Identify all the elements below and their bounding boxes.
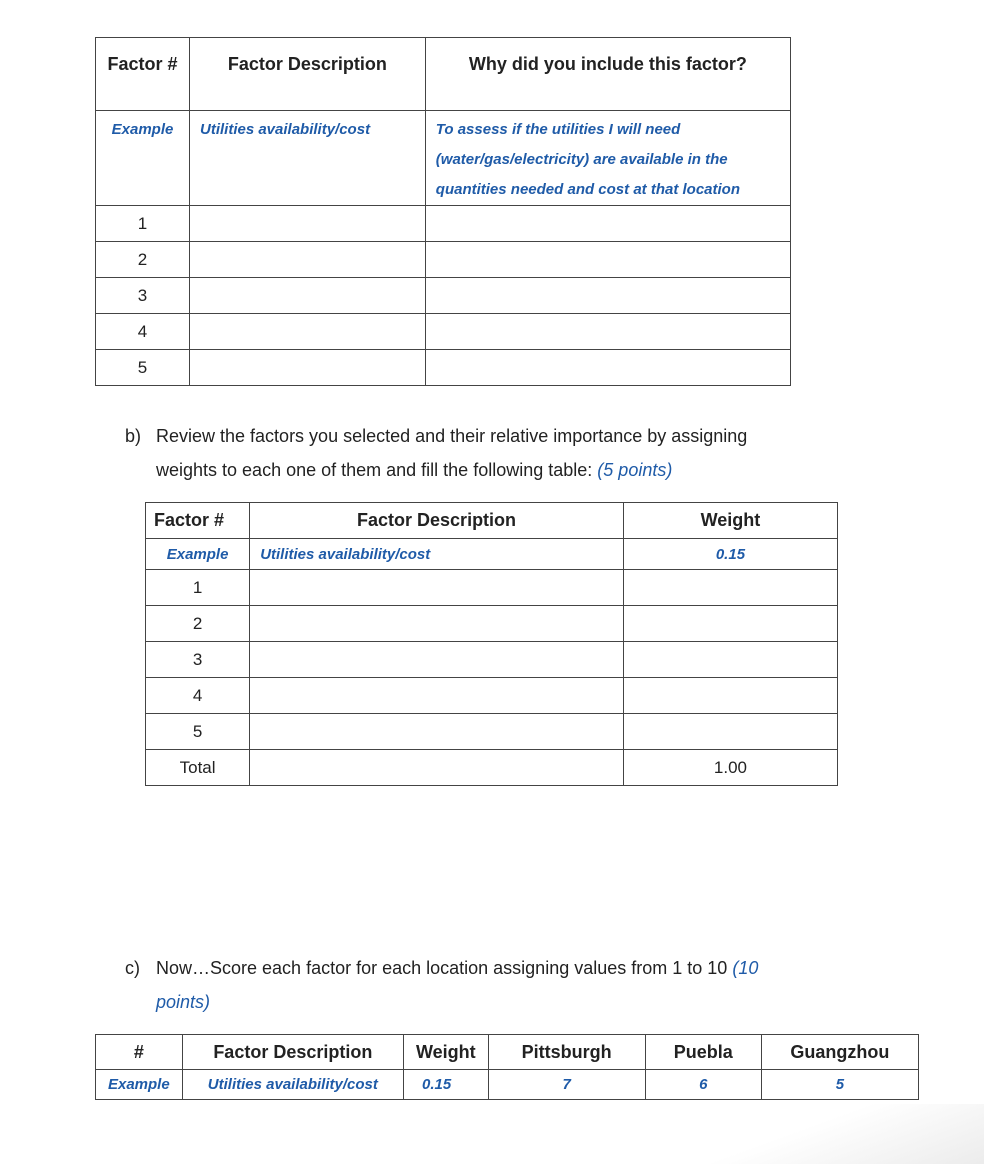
description-cell[interactable] [250, 714, 624, 750]
description-cell[interactable] [190, 206, 426, 242]
header-factor-number: Factor # [146, 503, 250, 539]
row-number: 3 [146, 642, 250, 678]
example-row [96, 111, 791, 206]
example-reason [425, 111, 790, 206]
section-c-points-cont: points) [156, 992, 211, 1012]
example-description: Utilities availability/cost [182, 1070, 403, 1100]
section-b-points: (5 points) [597, 460, 673, 480]
row-number: 3 [96, 278, 190, 314]
header-factor-description [190, 38, 426, 111]
table-row [146, 570, 838, 606]
weight-cell[interactable] [623, 642, 837, 678]
example-reason-line: To assess if the utilities I will need [435, 121, 681, 138]
example-description-text: Utilities availability/cost [200, 121, 371, 138]
section-c-line1: Now…Score each factor for each location assigning values from 1 to 10 [156, 958, 728, 978]
reason-cell[interactable] [425, 206, 790, 242]
table-row [96, 278, 791, 314]
description-cell [250, 750, 624, 786]
description-cell[interactable] [190, 278, 426, 314]
reason-cell[interactable] [425, 242, 790, 278]
row-number: 4 [96, 314, 190, 350]
page-corner-shadow [684, 1104, 984, 1164]
example-description [190, 111, 426, 206]
table-row [146, 678, 838, 714]
table-header-row [96, 38, 791, 111]
section-b-text [156, 419, 856, 487]
reason-cell[interactable] [425, 350, 790, 386]
example-pittsburgh-score: 7 [488, 1070, 645, 1100]
example-row [96, 1070, 919, 1100]
header-factor-number-text: Factor # [107, 54, 178, 74]
table-row [146, 606, 838, 642]
section-c-points: (10 [732, 958, 759, 978]
example-weight: 0.15 [623, 539, 837, 570]
section-b-line2: weights to each one of them and fill the following table: [156, 460, 593, 480]
row-number: 1 [96, 206, 190, 242]
header-factor-number [96, 38, 190, 111]
example-row [146, 539, 838, 570]
table-header-row [96, 1035, 919, 1070]
factor-selection-table [95, 37, 791, 386]
header-number: # [96, 1035, 183, 1070]
table-row [96, 206, 791, 242]
row-number: 1 [146, 570, 250, 606]
header-why-included [425, 38, 790, 111]
total-label: Total [146, 750, 250, 786]
header-pittsburgh: Pittsburgh [488, 1035, 645, 1070]
example-label: Example [146, 539, 250, 570]
header-factor-description: Factor Description [250, 503, 624, 539]
reason-cell[interactable] [425, 314, 790, 350]
description-cell[interactable] [190, 350, 426, 386]
section-b-line1: Review the factors you selected and their relative importance by assigning [156, 426, 748, 446]
weight-cell[interactable] [623, 714, 837, 750]
row-number: 2 [146, 606, 250, 642]
example-puebla-score: 6 [645, 1070, 761, 1100]
description-cell[interactable] [250, 570, 624, 606]
row-number: 5 [146, 714, 250, 750]
table-header-row [146, 503, 838, 539]
location-scoring-table [95, 1034, 919, 1100]
total-row [146, 750, 838, 786]
example-weight: 0.15 [404, 1070, 489, 1100]
row-number: 2 [96, 242, 190, 278]
header-puebla: Puebla [645, 1035, 761, 1070]
description-cell[interactable] [250, 678, 624, 714]
row-number: 5 [96, 350, 190, 386]
example-description: Utilities availability/cost [250, 539, 624, 570]
header-factor-description-text: Factor Description [227, 54, 387, 74]
section-b-label: b) [125, 426, 142, 446]
example-label: Example [96, 1070, 183, 1100]
table-row [146, 714, 838, 750]
header-why-included-text: Why did you include this factor? [468, 54, 747, 74]
weights-table [145, 502, 838, 786]
example-label [96, 111, 190, 206]
header-factor-description: Factor Description [182, 1035, 403, 1070]
weight-cell[interactable] [623, 606, 837, 642]
header-weight: Weight [404, 1035, 489, 1070]
weight-cell[interactable] [623, 570, 837, 606]
section-c-label: c) [125, 958, 140, 978]
example-label-text: Example [111, 121, 174, 138]
reason-cell[interactable] [425, 278, 790, 314]
header-weight: Weight [623, 503, 837, 539]
table-row [96, 350, 791, 386]
total-value: 1.00 [623, 750, 837, 786]
example-guangzhou-score: 5 [761, 1070, 918, 1100]
header-guangzhou: Guangzhou [761, 1035, 918, 1070]
table-row [96, 314, 791, 350]
description-cell[interactable] [190, 314, 426, 350]
example-reason-line: quantities needed and cost at that location [435, 181, 740, 198]
weight-cell[interactable] [623, 678, 837, 714]
example-reason-line: (water/gas/electricity) are available in the [435, 151, 728, 168]
description-cell[interactable] [250, 642, 624, 678]
row-number: 4 [146, 678, 250, 714]
table-row [96, 242, 791, 278]
table-row [146, 642, 838, 678]
description-cell[interactable] [190, 242, 426, 278]
section-c-text [156, 951, 876, 1019]
description-cell[interactable] [250, 606, 624, 642]
